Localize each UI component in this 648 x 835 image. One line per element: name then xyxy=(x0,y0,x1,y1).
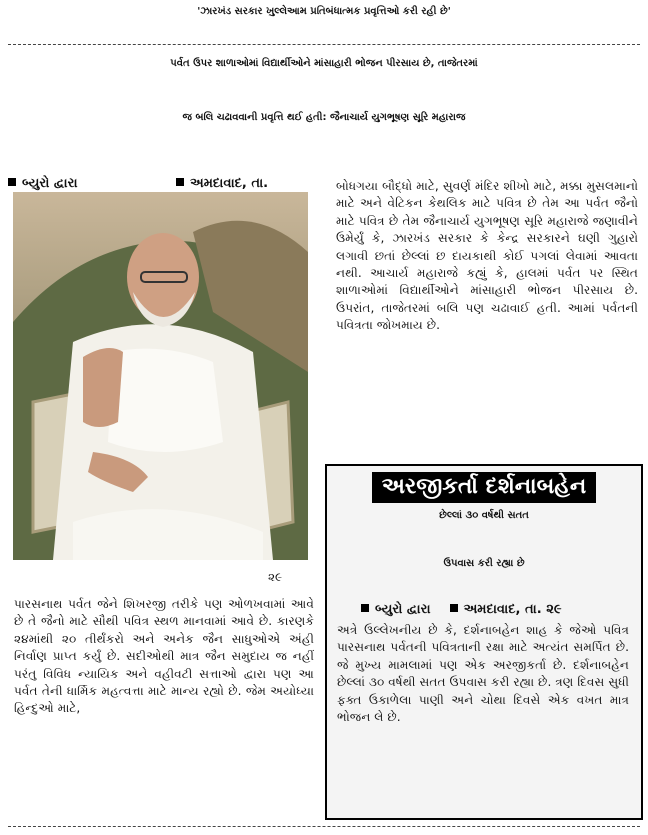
byline-place: અમદાવાદ, તા. xyxy=(176,176,268,191)
headline-line-3: જ બલિ ચઢાવવાની પ્રવૃત્તિ થઈ હતી: જૈનાચાર્ય યુગભૂષણ સૂરિ મહારાજ xyxy=(182,112,466,123)
square-bullet-icon xyxy=(361,604,369,612)
page-bottom-rule xyxy=(8,826,640,827)
sidebar-box xyxy=(325,464,643,820)
headline-line-1: 'ઝારખંડ સરકાર ખુલ્લેઆમ પ્રતિબંધાત્મક પ્રવૃત્તિઓ કરી રહી છે' xyxy=(197,6,451,17)
photo-acharya xyxy=(13,192,308,560)
square-bullet-icon xyxy=(450,604,458,612)
left-column-text: પારસનાથ પર્વત જેને શિખરજી તરીકે પણ ઓળખવામાં આવે છે તે જૈનો માટે સૌથી પવિત્ર સ્થળ માનવામાં આવે છે. કારણકે ૨૪માંથી ૨૦ તીર્થંકરો અને અનેક જૈન સાધુઓએ અંહી નિર્વાણ પ્રાપ્ત કર્યું છે. સદીઓથી માત્ર જૈન સમુદાય જ નહીં પરંતુ વિવિધ ન્યાયિક અને વહીવટી સત્તાઓ દ્વારા પણ આ પર્વત તેની ધાર્મિક મહત્વત્તા માટે માન્ય રહ્યો છે. જેમ અયોધ્યા હિન્દુઓ માટે, xyxy=(14,597,314,716)
right-column-text: બોધગયા બૌદ્ધો માટે, સુવર્ણ મંદિર શીખો માટે, મક્કા મુસલમાનો માટે અને વેટિકન કેથલિક માટે પવિત્ર છે તેમ આ પર્વત જૈનો માટે પવિત્ર છે તેમ જૈનાચાર્ય યુગભૂષણ સૂરિ મહારાજે જણાવીને ઉમેર્યું કે, ઝારખંડ સરકાર કે કેન્દ્ર સરકારને ઘણી ગુહારો લગાવી છતાં છેલ્લાં છ દાયકાથી કોઈ પગલાં લેવામાં આવતા નથી. આચાર્ય મહારાજે કહ્યું કે, હાલમાં પર્વત પર સ્થિત શાળાઓમાં વિદ્યાર્થીઓને માંસાહારી ભોજન પીરસાય છે. ઉપરાંત, તાજેતરમાં બલિ પણ ચઢાવાઈ હતી. આમાં પર્વતની પવિત્રતા જોખમાય છે. xyxy=(336,179,638,333)
box-title-line-3: ઉપવાસ કરી રહ્યા છે xyxy=(443,558,525,569)
headline-rule xyxy=(8,44,640,45)
box-byline: બ્યુરો દ્વારા અમદાવાદ, તા. ૨૯ xyxy=(361,602,562,617)
square-bullet-icon xyxy=(8,178,16,186)
box-body-text: અત્રે ઉલ્લેખનીય છે કે, દર્શનાબહેન શાહ કે જેઓ પવિત્ર પારસનાથ પર્વતની પવિત્રતાની રક્ષા માટે અત્યંત સમર્પિત છે. જે મુખ્ય મામલામાં પણ એક અરજીકર્તા છે. દર્શનાબહેન છેલ્લાં ૩૦ વર્ષથી સતત ઉપવાસ કરી રહ્યા છે. ત્રણ દિવસ સુધી ફક્ત ઉકાળેલા પાણી અને ચોથા દિવસે એક વખત માત્ર ભોજન લે છે. xyxy=(337,623,629,725)
photo-caption: ૨૯ xyxy=(268,570,283,584)
headline-line-2: પર્વત ઉપર શાળાઓમાં વિદ્યાર્થીઓને માંસાહારી ભોજન પીરસાય છે, તાજેતરમાં xyxy=(170,58,478,69)
byline-bureau: બ્યુરો દ્વારા xyxy=(8,176,78,191)
box-title-line-2: છેલ્લાં ૩૦ વર્ષથી સતત xyxy=(439,510,529,521)
square-bullet-icon xyxy=(176,178,184,186)
box-title-banner: અરજીકર્તા દર્શનાબહેન xyxy=(327,472,641,503)
